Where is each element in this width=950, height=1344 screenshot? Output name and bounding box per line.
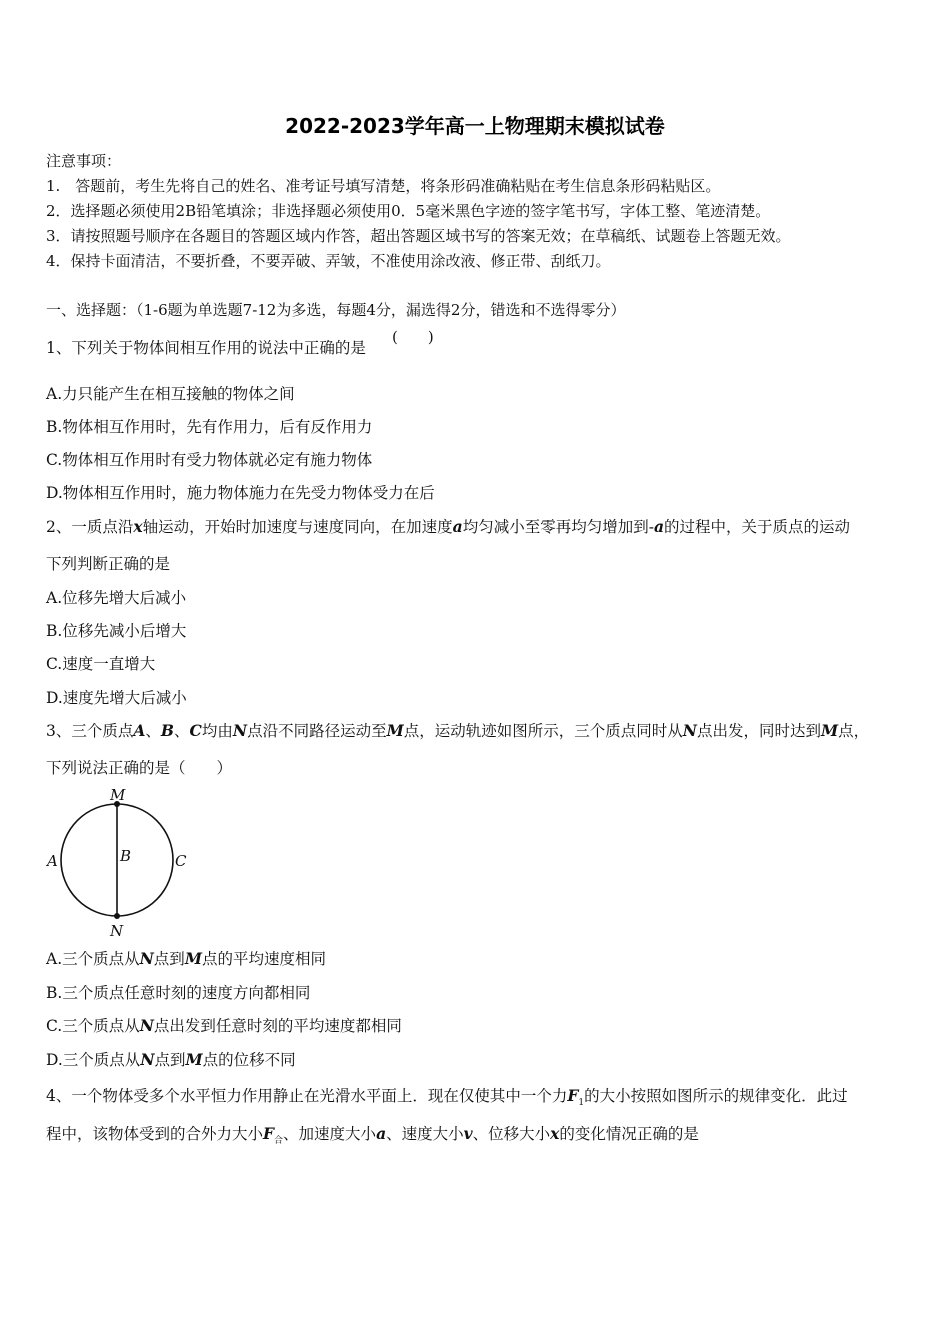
question-2-option-a: A.位移先增大后减小 — [46, 589, 187, 607]
notice-item: 2．选择题必须使用2B铅笔填涂；非选择题必须使用0．5毫米黑色字迹的签字笔书写，字体工整、笔迹清楚。 — [46, 202, 771, 220]
label-b: B — [120, 847, 132, 865]
question-2-option-d: D.速度先增大后减小 — [46, 689, 187, 707]
point-n-dot — [114, 913, 120, 919]
notice-item: 1. 答题前，考生先将自己的姓名、准考证号填写清楚，将条形码准确粘贴在考生信息条形码粘贴区。 — [46, 177, 721, 195]
question-2-stem: 2、一质点沿x轴运动，开始时加速度与速度同向，在加速度a均匀减小至零再均匀增加到-a的过程中，关于质点的运动 — [46, 517, 850, 536]
question-3-option-b: B.三个质点任意时刻的速度方向都相同 — [46, 984, 311, 1002]
question-1-option-d: D.物体相互作用时，施力物体施力在先受力物体受力在后 — [46, 484, 435, 502]
question-2-option-b: B.位移先减小后增大 — [46, 622, 187, 640]
label-n: N — [110, 922, 124, 940]
question-3-option-c: C.三个质点从N点出发到任意时刻的平均速度都相同 — [46, 1016, 402, 1035]
question-3-trajectory-figure — [44, 784, 194, 942]
question-1-option-c: C.物体相互作用时有受力物体就必定有施力物体 — [46, 451, 373, 469]
page-title: 2022-2023学年高一上物理期末模拟试卷 — [285, 114, 665, 138]
question-1-option-b: B.物体相互作用时，先有作用力，后有反作用力 — [46, 418, 373, 436]
question-2-option-c: C.速度一直增大 — [46, 655, 156, 673]
question-4-stem: 4、一个物体受多个水平恒力作用静止在光滑水平面上．现在仅使其中一个力$F_1$的大小按照如图所示的规律变化．此过 — [46, 1086, 848, 1109]
label-m: M — [110, 786, 126, 804]
section-heading: 一、选择题：（1-6题为单选题7-12为多选，每题4分，漏选得2分，错选和不选得零分） — [46, 301, 626, 319]
label-a: A — [47, 852, 58, 870]
question-1-option-a: A.力只能产生在相互接触的物体之间 — [46, 385, 295, 403]
question-3-option-d: D.三个质点从N点到M点的位移不同 — [46, 1050, 296, 1069]
notice-item: 4．保持卡面清洁，不要折叠，不要弄破、弄皱，不准使用涂改液、修正带、刮纸刀。 — [46, 252, 611, 270]
notice-heading: 注意事项： — [46, 152, 122, 170]
question-3-option-a: A.三个质点从N点到M点的平均速度相同 — [46, 949, 326, 968]
question-1-stem: 1、下列关于物体间相互作用的说法中正确的是 — [46, 339, 366, 357]
question-4-stem-line2: 程中，该物体受到的合外力大小$F_合$、加速度大小a、速度大小v、位移大小x的变化情况正确的是 — [46, 1124, 699, 1147]
label-c: C — [175, 852, 187, 870]
question-2-stem-line2: 下列判断正确的是 — [46, 555, 171, 573]
question-3-stem: 3、三个质点A、B、C均由N点沿不同路径运动至M点，运动轨迹如图所示，三个质点同时从N点出发，同时达到M点， — [46, 721, 870, 740]
question-3-stem-line2: 下列说法正确的是（ ） — [46, 759, 233, 777]
question-1-answer-blank: ( ) — [392, 328, 434, 346]
notice-item: 3．请按照题号顺序在各题目的答题区域内作答，超出答题区域书写的答案无效；在草稿纸、试题卷上答题无效。 — [46, 227, 791, 245]
